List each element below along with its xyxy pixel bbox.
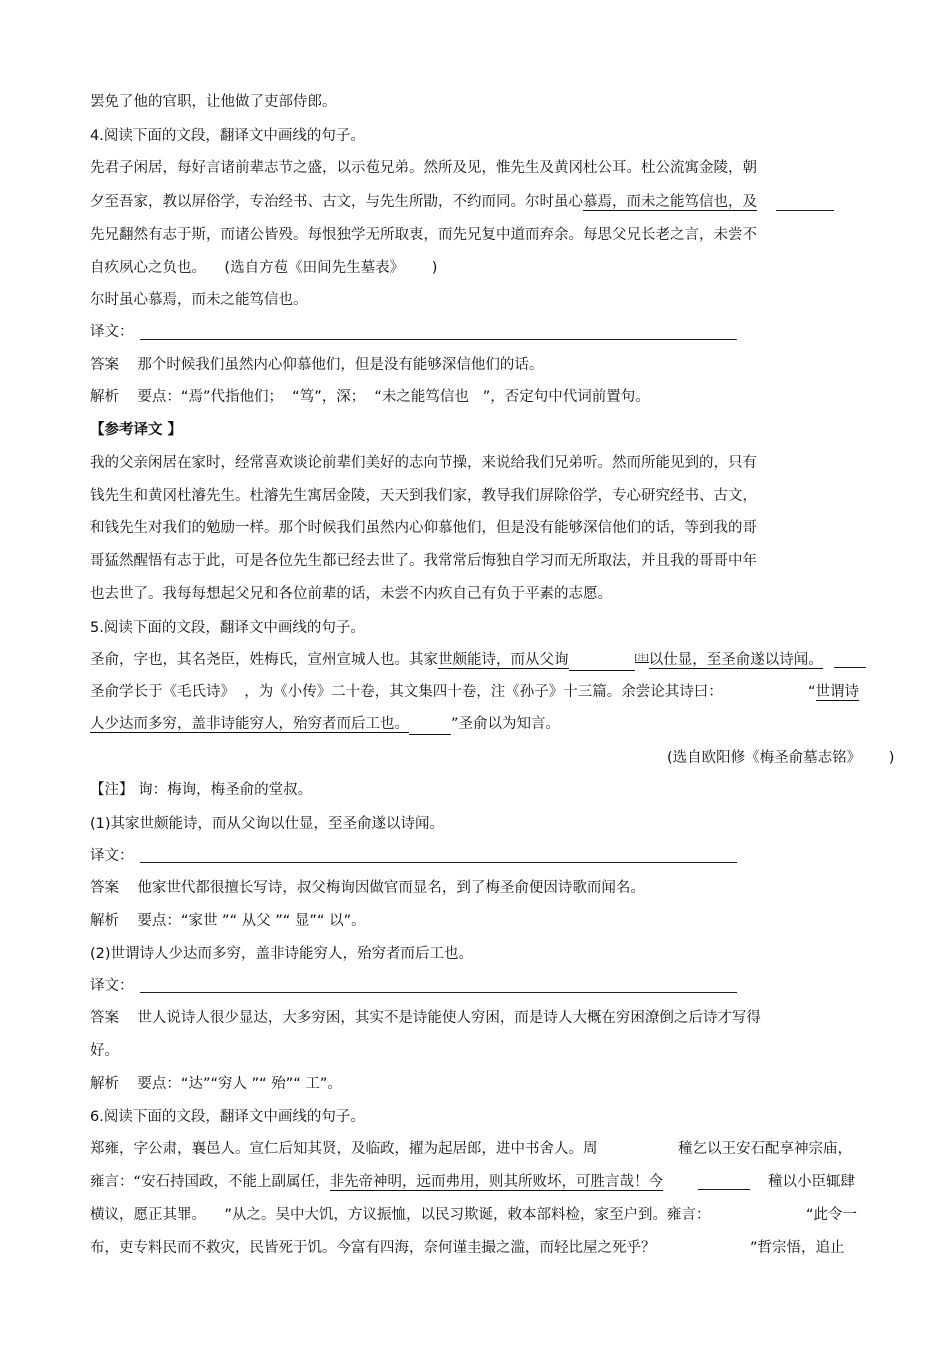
translation-answer-line xyxy=(140,992,737,993)
text-segment: “ xyxy=(808,684,816,700)
underline-rule xyxy=(698,1189,750,1190)
q5-analysis-1: 解析 要点：“家世 ”“ 从父 ”“ 显”“ 以”。 xyxy=(90,913,366,929)
underline-rule xyxy=(834,667,866,668)
q5-passage-line: 圣俞学长于《毛氏诗》 ，为《小传》二十卷，其文集四十卷，注《孙子》十三篇。余尝论其诗曰： xyxy=(90,684,723,700)
underlined-sentence: 世谓诗 xyxy=(815,684,860,700)
q5-subquestion-1: (1)其家世颇能诗，而从父询以仕显，至圣俞遂以诗闻。 xyxy=(90,816,445,832)
underlined-sentence: 慕焉，而未之能笃信也，及 xyxy=(583,194,757,210)
q4-answer: 答案 那个时候我们虽然内心仰慕他们，但是没有能够深信他们的话。 xyxy=(90,357,544,373)
translation-label: 译文： xyxy=(90,324,134,340)
q6-passage-line: 布，吏专料民而不救灾，民皆死于饥。今富有四海，奈何谨圭撮之滥，而轻比屋之死乎？ xyxy=(90,1240,656,1256)
underlined-sentence: 世颇能诗，而从父询 xyxy=(438,652,569,668)
reference-translation-line: 我的父亲闲居在家时，经常喜欢谈论前辈们美好的志向节操，来说给我们兄弟听。然而所能见到的，只有 xyxy=(90,455,757,471)
source-citation: (选自欧阳修《梅圣俞墓志铭》 ) xyxy=(667,750,895,766)
text-segment: 夕至吾家，教以屏俗学，专治经书、古文，与先生所勖，不约而同。尔时虽心 xyxy=(90,194,583,210)
translation-label: 译文： xyxy=(90,848,134,864)
quote-mark xyxy=(808,682,859,702)
q5-answer-2: 答案 世人说诗人很少显达，大多穷困，其实不是诗能使人穷困，而是诗人大概在穷困潦倒之后诗才写得 xyxy=(90,1010,761,1026)
text-segment: ”圣俞以为知言。 xyxy=(451,716,561,732)
q5-answer-1: 答案 他家世代都很擅长写诗，叔父梅询因做官而显名，到了梅圣俞便因诗歌而闻名。 xyxy=(90,880,645,896)
q4-passage-line: 先兄翻然有志于斯，而诸公皆殁。每恨独学无所取衷，而先兄复中道而弃余。每思父兄长老之言，未尝不 xyxy=(90,227,757,243)
q6-passage-line: ”哲宗悟，追止 xyxy=(750,1240,845,1256)
underlined-sentence: 以仕显，至圣俞遂以诗闻。 xyxy=(648,652,823,668)
reference-translation-line: 也去世了。我每每想起父兄和各位前辈的话，未尝不内疚自己有负于平素的志愿。 xyxy=(90,586,612,602)
q6-passage-line: 穜以小臣辄肆 xyxy=(768,1174,855,1190)
underlined-sentence: 人少达而多穷，盖非诗能穷人，殆穷者而后工也。 xyxy=(90,716,409,732)
underlined-sentence: 非先帝神明，远而弗用，则其所败坏，可胜言哉！今 xyxy=(329,1174,664,1190)
underline-rule xyxy=(776,210,834,211)
translation-answer-line xyxy=(140,862,737,863)
q6-passage-line: 穜乞以王安石配享神宗庙， xyxy=(678,1141,852,1157)
text-segment: 圣俞，字也，其名尧臣，姓梅氏，宣州宣城人也。其家 xyxy=(90,652,438,668)
q5-analysis-2: 解析 要点：“达”“穷人 ”“ 殆”“ 工”。 xyxy=(90,1076,342,1092)
q5-answer-2-cont: 好。 xyxy=(90,1043,119,1059)
underline-gap xyxy=(569,653,635,671)
translation-answer-line xyxy=(140,339,737,340)
question-4-title: 4.阅读下面的文段，翻译文中画线的句子。 xyxy=(90,128,365,144)
underline-gap xyxy=(409,717,451,735)
text-segment: 雍言：“安石持国政，不能上副属任， xyxy=(90,1174,330,1190)
reference-translation-line: 哥猛然醒悟有志于此，可是各位先生都已经去世了。我常常后悔独自学习而无所取法，并且我的哥哥中年 xyxy=(90,553,757,569)
reference-translation-line: 和钱先生对我们的勉励一样。那个时候我们虽然内心仰慕他们，但是没有能够深信他们的话，等到我的哥 xyxy=(90,520,757,536)
q6-passage-line: “此令一 xyxy=(806,1207,858,1223)
q6-passage-line: 横议，愿正其罪。 ”从之。吴中大饥，方议振恤，以民习欺诞，敕本部料检，家至户到。雍言： xyxy=(90,1207,711,1223)
question-5-title: 5.阅读下面的文段，翻译文中画线的句子。 xyxy=(90,620,365,636)
q4-target-sentence: 尔时虽心慕焉，而未之能笃信也。 xyxy=(90,292,308,308)
q6-passage-line: 郑雍，字公肃，襄邑人。宣仁后知其贤，及临政，擢为起居郎，进中书舍人。周 xyxy=(90,1141,598,1157)
footnote: 【注】 询：梅询，梅圣俞的堂叔。 xyxy=(90,782,313,798)
translation-label: 译文： xyxy=(90,978,134,994)
q4-passage-line: 自疚夙心之负也。 (选自方苞《田间先生墓表》 ) xyxy=(90,260,438,276)
q5-passage-line xyxy=(90,714,560,735)
q5-passage-line xyxy=(90,650,823,671)
text-line: 罢免了他的官职，让他做了吏部侍郎。 xyxy=(90,94,337,110)
q5-subquestion-2: (2)世谓诗人少达而多穷，盖非诗能穷人，殆穷者而后工也。 xyxy=(90,946,474,962)
note-marker: [注] xyxy=(634,653,649,662)
q4-passage-line xyxy=(90,192,757,212)
q4-analysis: 解析 要点：“焉”代指他们； “笃”，深； “未之能笃信也 ”，否定句中代词前置句。 xyxy=(90,389,650,405)
reference-translation-title: 【参考译文 】 xyxy=(90,422,183,438)
question-6-title: 6.阅读下面的文段，翻译文中画线的句子。 xyxy=(90,1109,365,1125)
reference-translation-line: 钱先生和黄冈杜濬先生。杜濬先生寓居金陵，天天到我们家，教导我们屏除俗学，专心研究经书、古文， xyxy=(90,488,757,504)
q6-passage-line xyxy=(90,1172,663,1192)
q4-passage-line: 先君子闲居，每好言诸前辈志节之盛，以示苞兄弟。然所及见，惟先生及黄冈杜公耳。杜公流寓金陵，朝 xyxy=(90,160,757,176)
